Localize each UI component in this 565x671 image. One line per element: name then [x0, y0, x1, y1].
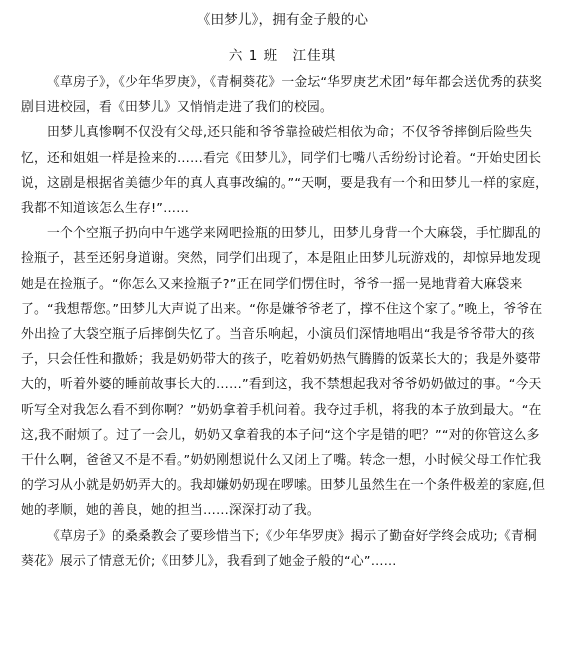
document-title: 《田梦儿》，拥有金子般的心: [196, 12, 369, 28]
author-line: 六 1 班 江佳琪: [228, 48, 337, 64]
paragraph-conclusion: 《草房子》的桑桑教会了要珍惜当下;《少年华罗庚》揭示了勤奋好学终会成功;《青桐葵花》展示了情意无价;《田梦儿》，我看到了她金子般的“心”……: [21, 528, 537, 569]
paragraph-discussion: 田梦儿真惨啊不仅没有父母,还只能和爷爷靠捡破烂相依为命；不仅爷爷摔倒后险些失忆，还和姐姐一样是捡来的……看完《田梦儿》，同学们七嘴八舌纷纷讨论着。“开始史团长说，这剧是根据省美德少年的真人真事改编的。”“天啊，要是我有一个和田梦儿一样的家庭，我都不知道该怎么生存!”……: [21, 125, 549, 217]
document-body: [21, 70, 549, 574]
paragraph-intro: 《草房子》，《少年华罗庚》，《青桐葵花》一金坛“华罗庚艺术团”每年都会送优秀的获奖剧目进校园，看《田梦儿》又悄悄走进了我们的校园。: [21, 75, 542, 116]
paragraph-story: 一个个空瓶子扔向中午逃学来网吧捡瓶的田梦儿，田梦儿身背一个大麻袋，手忙脚乱的捡瓶子，甚至还躬身道谢。突然，同学们出现了，本是阻止田梦儿玩游戏的，却惊异地发现她是在捡瓶子。“你怎么又来捡瓶子?”正在同学们愣住时，爷爷一摇一晃地背着大麻袋来了。“我想帮您。”田梦儿大声说了出来。“你是嫌爷爷老了，撑不住这个家了。”晚上，爷爷在外出捡了大袋空瓶子后摔倒失忆了。当音乐响起，小演员们深情地唱出“我是爷爷带大的孩子，只会任性和撒娇；我是奶奶带大的孩子，吃着奶奶热气腾腾的饭菜长大的；我是外婆带大的，听着外婆的睡前故事长大的……”看到这，我不禁想起我对爷爷奶奶做过的事。“今天听写全对我怎么看不到你啊？”奶奶拿着手机问着。我夺过手机，将我的本子放到最大。“在这,我不耐烦了。过了一会儿，奶奶又拿着我的本子问“这个字是错的吧？”“对的你管这么多干什么啊，爸爸又不是不看。”奶奶刚想说什么又闭上了嘴。转念一想，小时候父母工作忙我的学习从小就是奶奶弄大的。我却嫌奶奶现在啰嗦。田梦儿虽然生在一个条件极差的家庭,但她的孝顺，她的善良，她的担当……深深打动了我。: [21, 226, 546, 519]
